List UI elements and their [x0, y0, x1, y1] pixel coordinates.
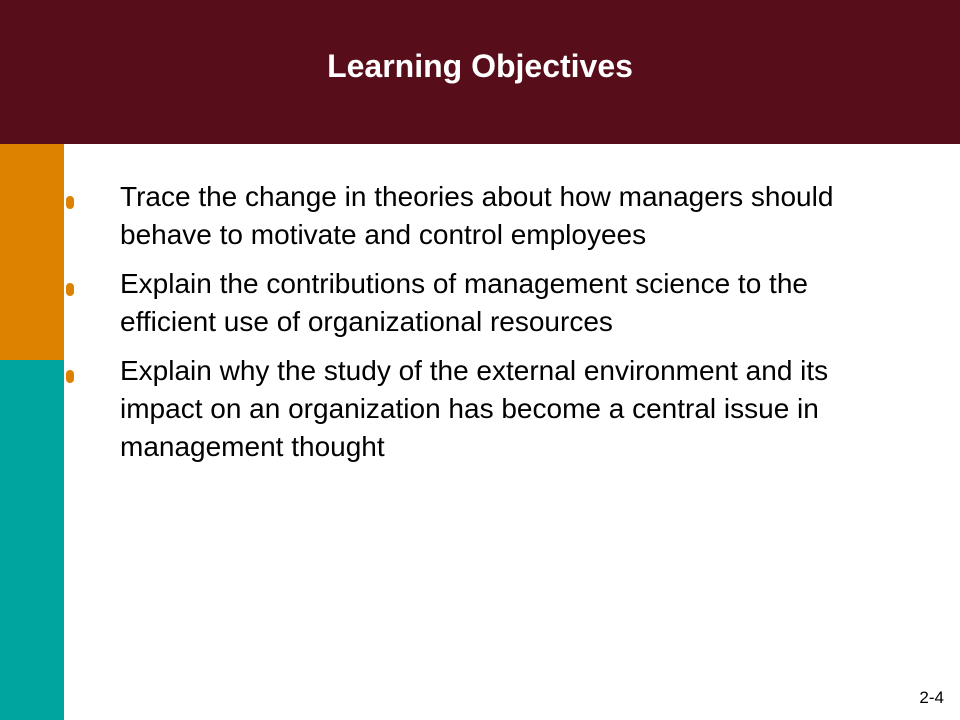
- title-banner: [0, 0, 960, 144]
- objective-text: Explain why the study of the external environment and its impact on an organization has become a central issue in management thought: [120, 355, 829, 462]
- objective-item: [62, 352, 902, 466]
- bullet-dot-icon: [66, 283, 74, 296]
- teal-side-bar: [0, 360, 64, 720]
- objectives-list: [62, 178, 902, 477]
- slide-number: 2-4: [919, 688, 944, 707]
- objective-item: [62, 265, 902, 341]
- bullet-dot-icon: [66, 370, 74, 383]
- slide-title: Learning Objectives: [327, 48, 633, 84]
- objective-text: Explain the contributions of management science to the efficient use of organizational resources: [120, 268, 808, 337]
- objective-text: Trace the change in theories about how managers should behave to motivate and control employees: [120, 181, 834, 250]
- bullet-dot-icon: [66, 196, 74, 209]
- orange-side-bar: [0, 144, 64, 360]
- objective-item: [62, 178, 902, 254]
